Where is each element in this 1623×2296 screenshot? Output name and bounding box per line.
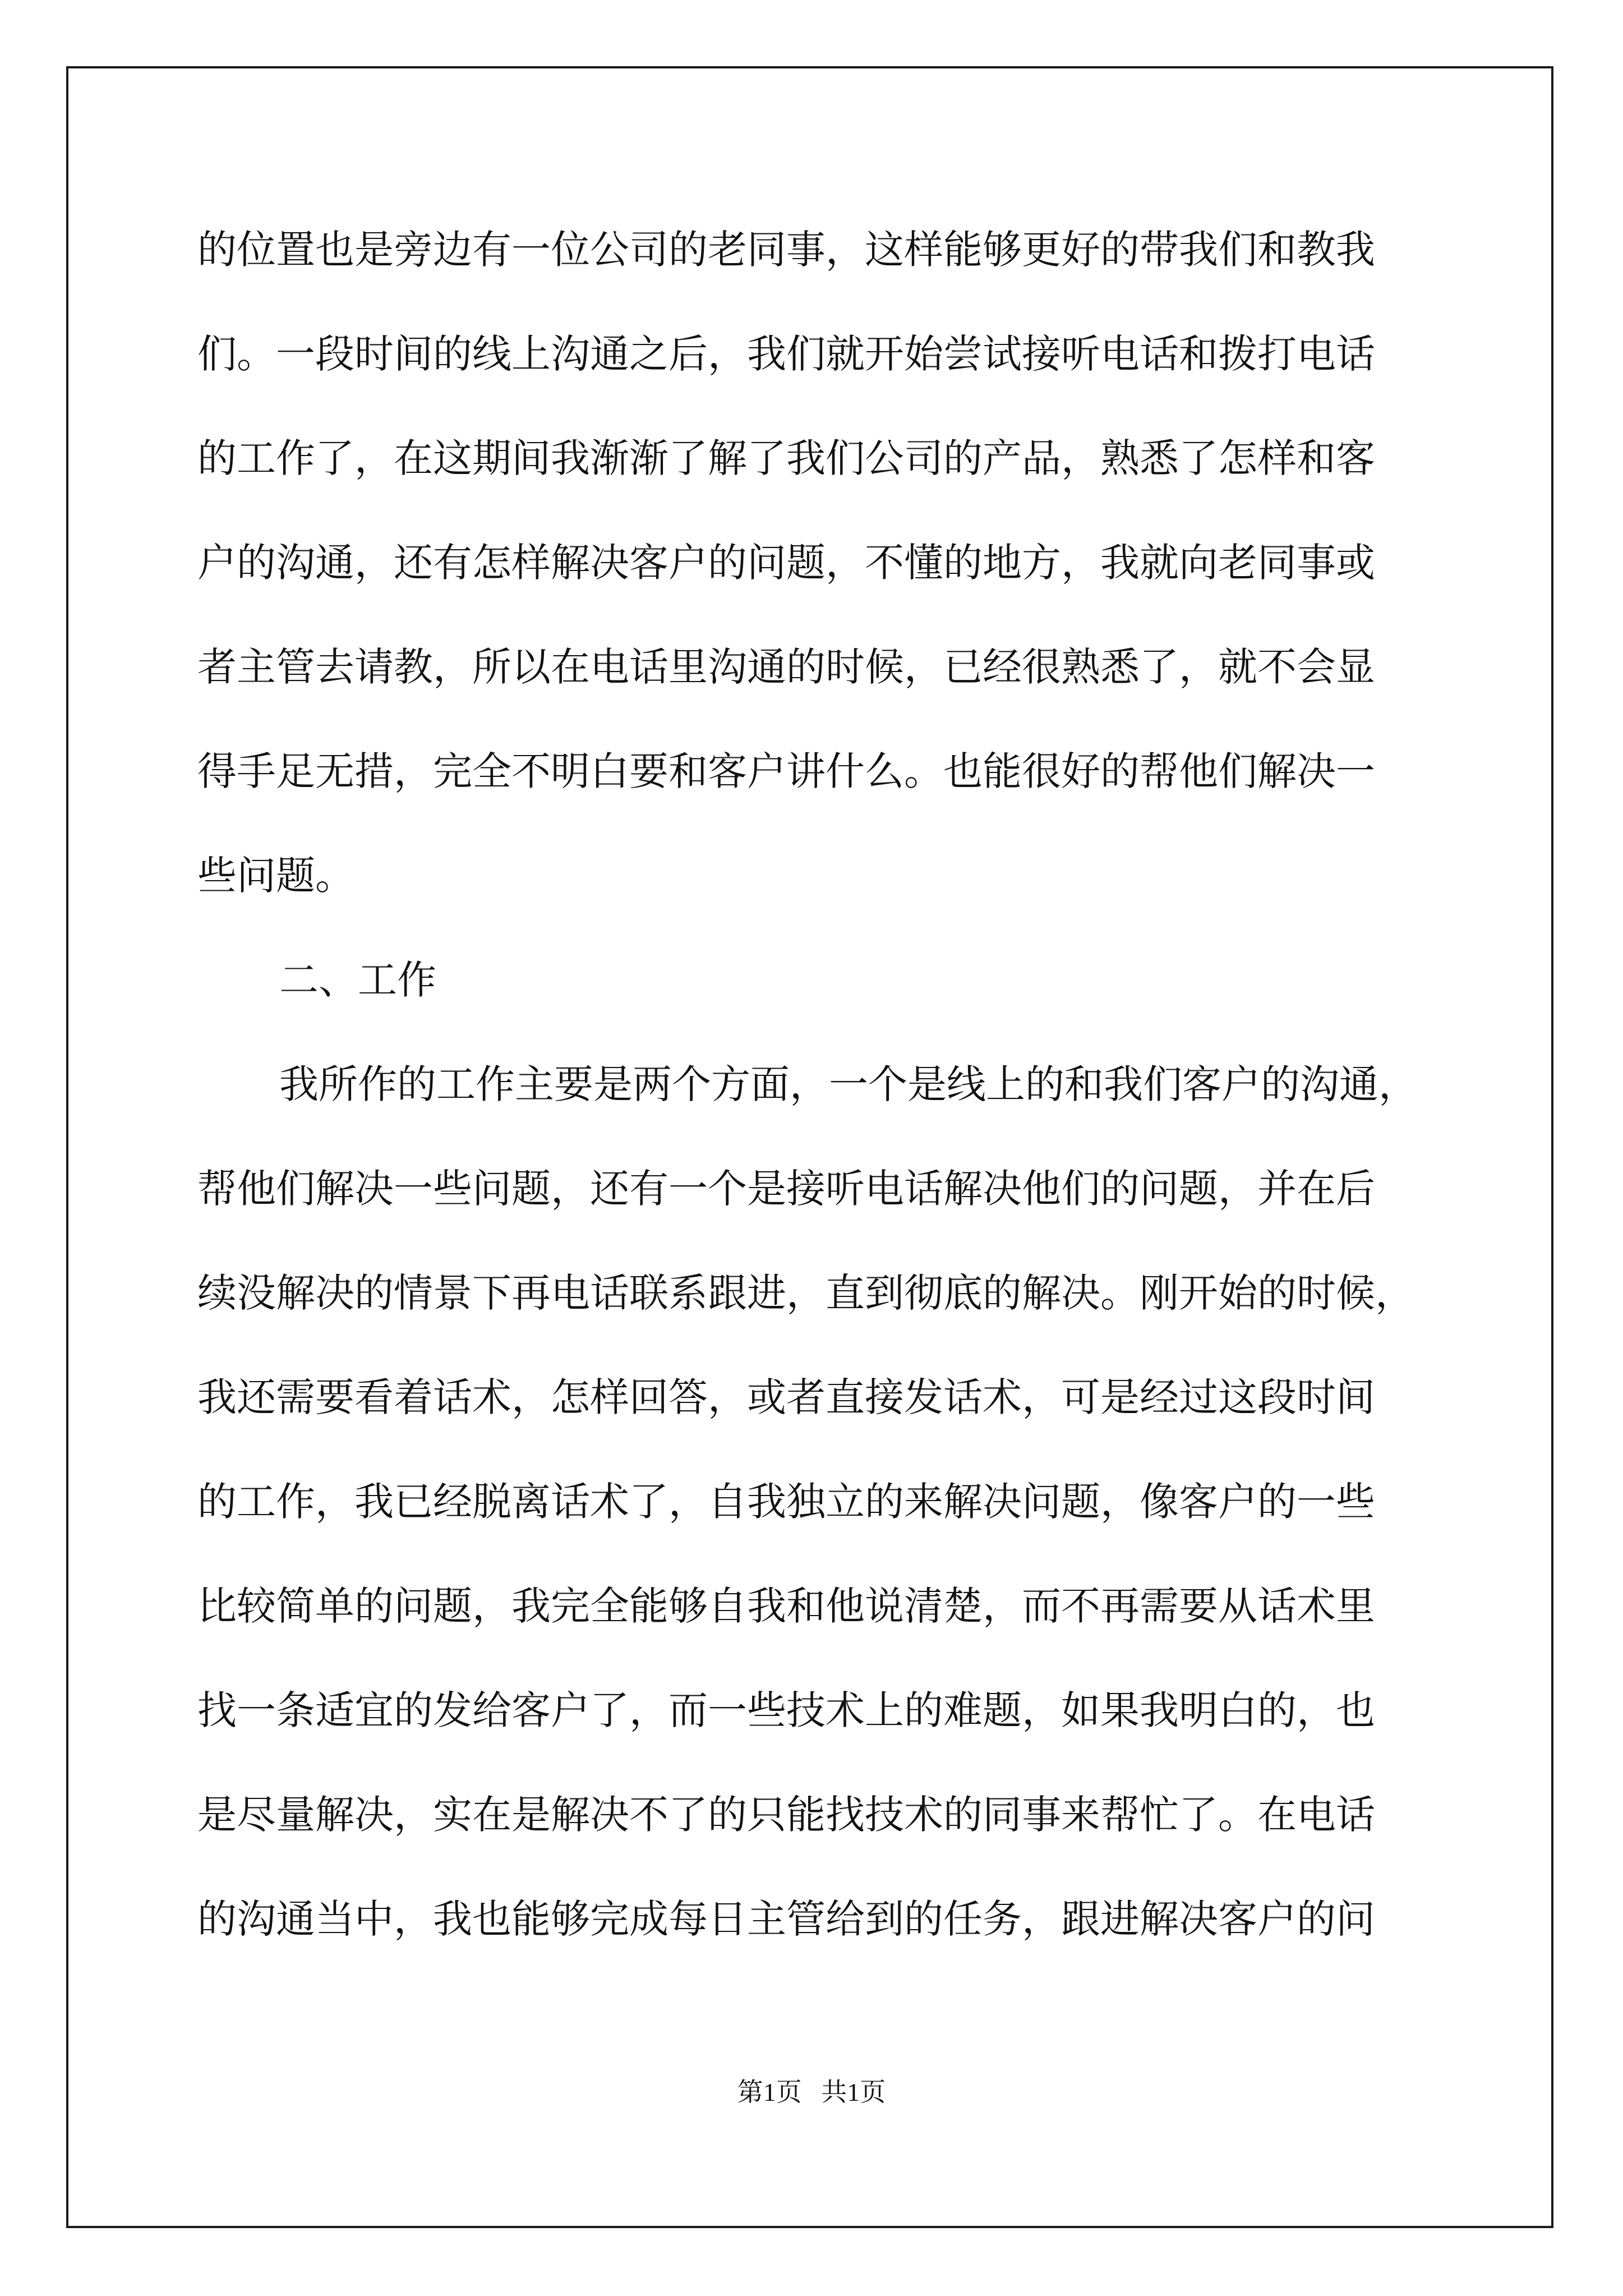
- page-footer: 第1页 共1页: [737, 2078, 886, 2106]
- text-line: 户的沟通，还有怎样解决客户的问题，不懂的地方，我就向老同事或: [197, 540, 1375, 586]
- text-line: 些问题。: [197, 853, 354, 899]
- text-line: 们。一段时间的线上沟通之后，我们就开始尝试接听电话和拨打电话: [197, 331, 1375, 377]
- text-line: 的沟通当中，我也能够完成每日主管给到的任务，跟进解决客户的问: [197, 1896, 1375, 1942]
- text-line: 的位置也是旁边有一位公司的老同事，这样能够更好的带我们和教我: [197, 227, 1375, 273]
- text-line: 我所作的工作主要是两个方面，一个是线上的和我们客户的沟通，: [279, 1061, 1418, 1107]
- text-line: 得手足无措，完全不明白要和客户讲什么。也能很好的帮他们解决一: [197, 748, 1375, 794]
- text-line: 找一条适宜的发给客户了，而一些技术上的难题，如果我明白的，也: [197, 1687, 1375, 1733]
- text-line: 续没解决的情景下再电话联系跟进，直到彻底的解决。刚开始的时候，: [197, 1270, 1414, 1316]
- text-line: 的工作，我已经脱离话术了，自我独立的来解决问题，像客户的一些: [197, 1479, 1375, 1525]
- text-line: 是尽量解决，实在是解决不了的只能找技术的同事来帮忙了。在电话: [197, 1792, 1375, 1838]
- text-line: 者主管去请教，所以在电话里沟通的时候，已经很熟悉了，就不会显: [197, 644, 1375, 690]
- text-line: 比较简单的问题，我完全能够自我和他说清楚，而不再需要从话术里: [197, 1583, 1375, 1629]
- text-line: 帮他们解决一些问题，还有一个是接听电话解决他们的问题，并在后: [197, 1166, 1375, 1212]
- section-heading: 二、工作: [279, 957, 436, 1003]
- text-line: 我还需要看着话术，怎样回答，或者直接发话术，可是经过这段时间: [197, 1374, 1375, 1420]
- text-line: 的工作了，在这期间我渐渐了解了我们公司的产品，熟悉了怎样和客: [197, 435, 1375, 481]
